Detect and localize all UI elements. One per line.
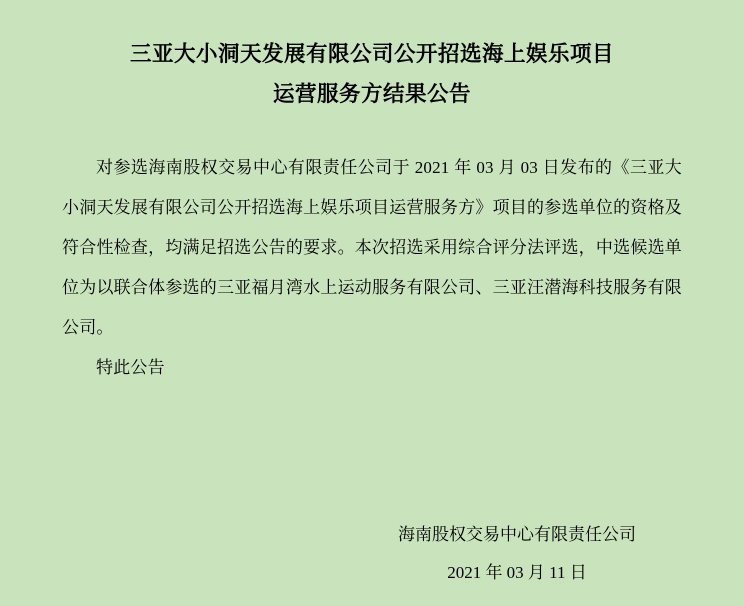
paragraph-1: 对参选海南股权交易中心有限责任公司于 2021 年 03 月 03 日发布的《三亚大小洞天发展有限公司公开招选海上娱乐项目运营服务方》项目的参选单位的资格及符合性检查，均满足招选公告的要求。本次招选采用综合评分法评选，中选候选单位为以联合体参选的三亚福月湾水上运动服务有限公司、三亚汪潜海科技服务有限公司。 <box>62 158 682 337</box>
page-title <box>62 26 682 114</box>
signature-date: 2021 年 03 月 11 日 <box>447 563 587 582</box>
title-line-2: 运营服务方结果公告 <box>272 82 471 106</box>
title-line-1: 三亚大小洞天发展有限公司公开招选海上娱乐项目 <box>129 42 614 66</box>
document-body <box>62 148 682 388</box>
paragraph-2: 特此公告 <box>96 358 165 377</box>
signature-block <box>352 516 682 592</box>
signature-organization: 海南股权交易中心有限责任公司 <box>398 525 636 544</box>
